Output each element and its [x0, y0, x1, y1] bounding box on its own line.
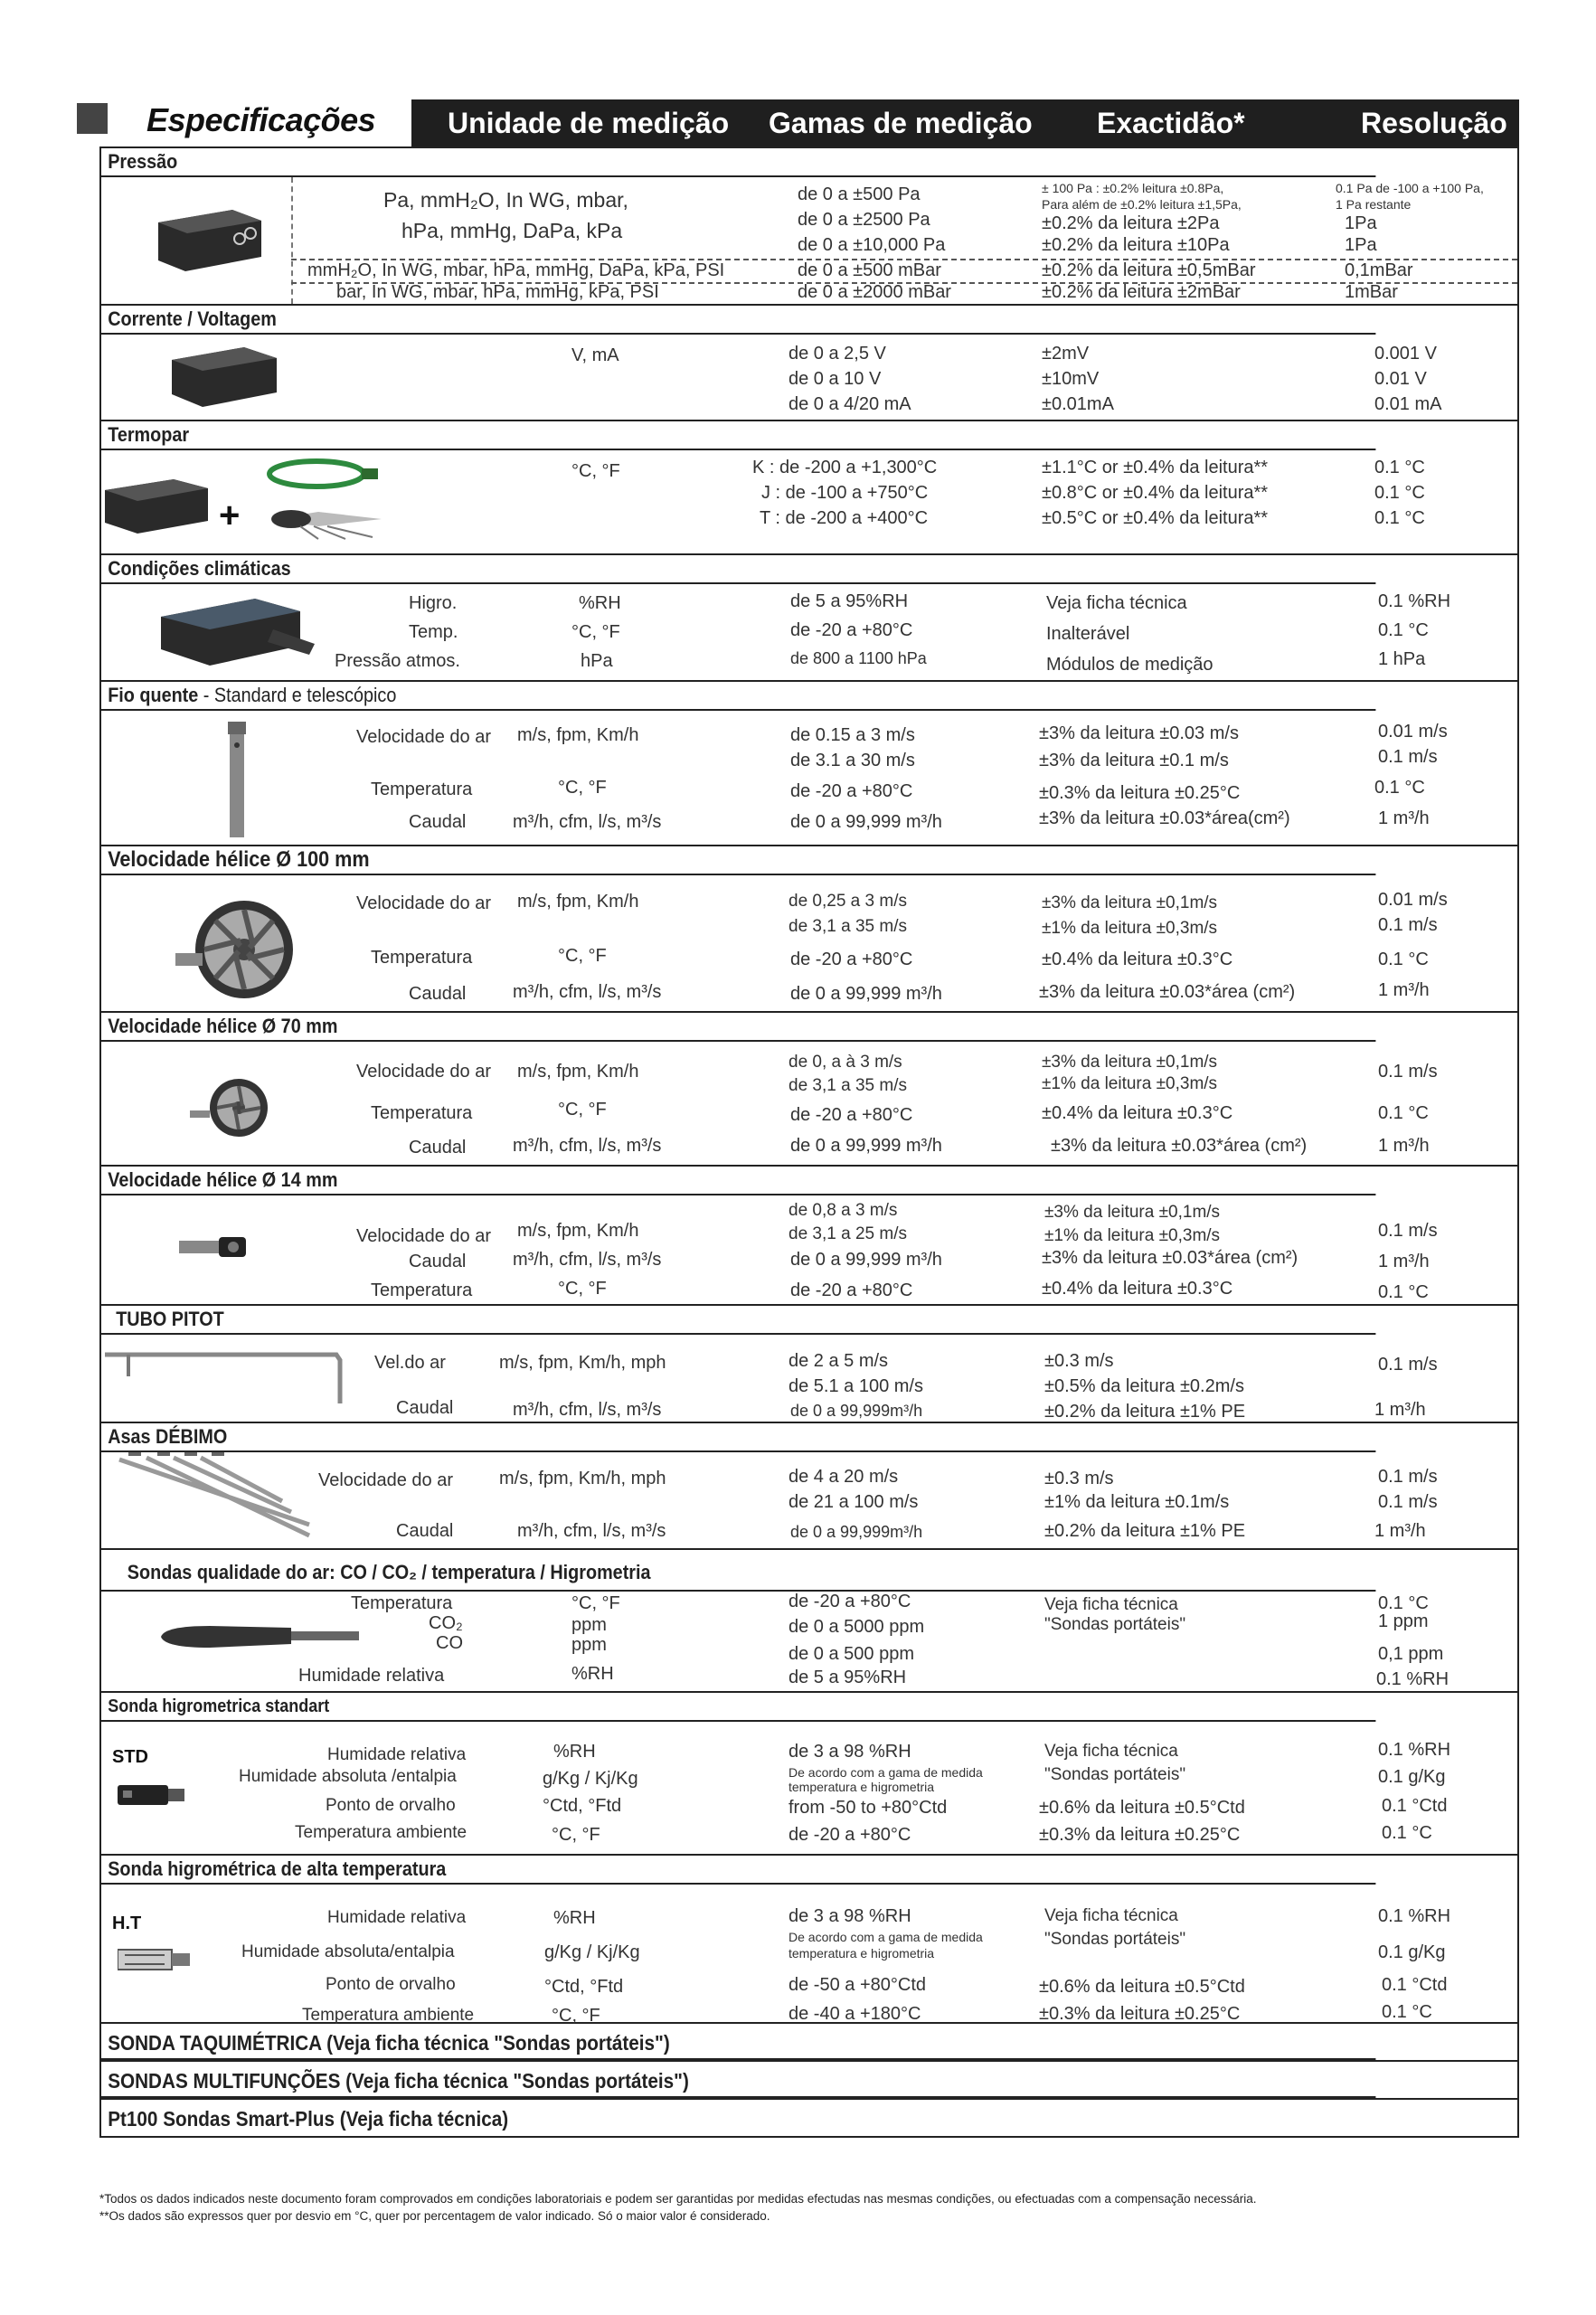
unit-1: %RH	[579, 593, 621, 613]
acc-3: ±0.6% da leitura ±0.5°Ctd	[1039, 1798, 1245, 1818]
acc-4: ±0.2% da leitura ±2mBar	[1042, 282, 1241, 302]
res-1: 0.1 °C	[1378, 1593, 1429, 1613]
unit-2: m³/h, cfm, l/s, m³/s	[513, 1400, 662, 1420]
res-2: 1Pa	[1345, 235, 1377, 255]
res-1: 0.1 m/s	[1378, 1221, 1438, 1241]
res-4: 1mBar	[1345, 282, 1398, 302]
units-line-1: Pa, mmH₂O, In WG, mbar,	[383, 188, 628, 212]
acc-2: "Sondas portáteis"	[1044, 1765, 1186, 1784]
range-3: de 0 a 99,999 m³/h	[790, 1250, 942, 1270]
range-3: temperatura e higrometria	[789, 1780, 935, 1794]
title-sub: - Standard e telescópico	[198, 684, 397, 706]
section-title: Corrente / Voltagem	[101, 306, 1375, 335]
section-title: Velocidade hélice Ø 70 mm	[101, 1013, 1375, 1042]
res-3: 0,1 ppm	[1378, 1644, 1444, 1664]
range-2: de -20 a +80°C	[790, 620, 913, 640]
range-5: de -40 a +180°C	[789, 2004, 921, 2024]
section-pressao	[99, 146, 1519, 304]
vane-70-image	[190, 1076, 271, 1139]
range-5: de -20 a +80°C	[789, 1825, 911, 1845]
section-clima	[99, 553, 1519, 680]
title-main: Fio quente	[108, 684, 199, 706]
unit-1: m/s, fpm, Km/h, mph	[499, 1469, 666, 1488]
section-title: TUBO PITOT	[101, 1306, 1375, 1335]
ht-probe-image	[118, 1944, 194, 1975]
hotwire-probe-image	[219, 718, 255, 841]
unit-3: hPa	[581, 651, 613, 671]
range-3: de 0 a ±10,000 Pa	[798, 235, 946, 255]
units-line-4: bar, In WG, mbar, hPa, mmHg, kPa, PSI	[336, 282, 659, 302]
bottom-line-2: SONDAS MULTIFUNÇÕES (Veja ficha técnica "Sondas portáteis")	[101, 2062, 1375, 2098]
acc-1: Veja ficha técnica	[1044, 1906, 1178, 1925]
range-1: de 2 a 5 m/s	[789, 1351, 889, 1371]
res-small-2: 1 Pa restante	[1336, 197, 1412, 212]
range-2: de 3.1 a 30 m/s	[790, 751, 915, 770]
unit-1: °C, °F	[571, 1593, 620, 1613]
section-pt100	[99, 2098, 1519, 2138]
unit-1: m/s, fpm, Km/h	[517, 892, 639, 912]
res-2: 1 m³/h	[1378, 1252, 1430, 1271]
range-5: de 0 a ±2000 mBar	[798, 282, 951, 302]
units: V, mA	[571, 345, 619, 365]
res-1: 0.01 m/s	[1378, 722, 1448, 742]
std-tag: STD	[112, 1747, 148, 1767]
unit-2: g/Kg / Kj/Kg	[544, 1942, 640, 1962]
acc-3: ±3% da leitura ±0.03*área (cm²)	[1042, 1248, 1299, 1268]
acc-3: Módulos de medição	[1046, 655, 1214, 675]
range-3: temperatura e higrometria	[789, 1946, 935, 1961]
bottom-line-1: SONDA TAQUIMÉTRICA (Veja ficha técnica "Sondas portáteis")	[101, 2024, 1375, 2060]
unit-3: °C, °F	[558, 1279, 607, 1299]
range-2: de 0 a ±2500 Pa	[798, 210, 930, 230]
range-1: de -20 a +80°C	[789, 1592, 911, 1611]
unit-1: m/s, fpm, Km/h	[517, 1221, 639, 1241]
acc-3: ±0.2% da leitura ±1% PE	[1044, 1402, 1246, 1422]
unit-2: ppm	[571, 1615, 607, 1635]
range-4: de -50 a +80°Ctd	[789, 1975, 926, 1995]
res-1: 0.1 m/s	[1378, 1355, 1438, 1375]
res-4: 0.1 °C	[1382, 2002, 1432, 2022]
res-4: 1 m³/h	[1378, 980, 1430, 1000]
acc-2: "Sondas portáteis"	[1044, 1930, 1186, 1949]
range-4: de 0 a 99,999 m³/h	[790, 812, 942, 832]
unit-3: m³/h, cfm, l/s, m³/s	[513, 982, 662, 1002]
range-3: de 0 a 99,999m³/h	[790, 1402, 923, 1420]
res-1: 0.001 V	[1374, 344, 1437, 364]
range-3: de 0 a 4/20 mA	[789, 394, 911, 414]
label-temp: Temp.	[409, 622, 458, 642]
range-1: de 4 a 20 m/s	[789, 1467, 899, 1487]
acc-2: ±3% da leitura ±0.1 m/s	[1039, 751, 1229, 770]
unit-2: °C, °F	[558, 778, 607, 798]
res-2: 0.1 m/s	[1378, 1492, 1438, 1512]
range-3: de -20 a +80°C	[790, 950, 913, 969]
unit-1: m/s, fpm, Km/h, mph	[499, 1353, 666, 1373]
acc-1: ±0.3 m/s	[1044, 1351, 1114, 1371]
range-2: de 3,1 a 25 m/s	[789, 1224, 907, 1243]
unit-3: ppm	[571, 1635, 607, 1655]
res-4: 0.1 °C	[1382, 1823, 1432, 1843]
acc-4: ±0.3% da leitura ±0.25°C	[1039, 1825, 1241, 1845]
section-helice-100	[99, 845, 1519, 1011]
res-3: 0.1 °C	[1374, 778, 1425, 798]
acc-4: ±3% da leitura ±0.03*área(cm²)	[1039, 808, 1290, 828]
section-title: Velocidade hélice Ø 100 mm	[101, 846, 1375, 875]
res-1: 0.1 °C	[1374, 458, 1425, 477]
acc-3: ±0.4% da leitura ±0.3°C	[1042, 950, 1233, 969]
acc-4: ±0.4% da leitura ±0.3°C	[1042, 1279, 1233, 1299]
section-title: Termopar	[101, 421, 1375, 450]
label-pressao: Pressão atmos.	[335, 651, 460, 671]
acc-3: ±0.6% da leitura ±0.5°Ctd	[1039, 1977, 1245, 1997]
acc-1: ±3% da leitura ±0,1m/s	[1044, 1203, 1221, 1222]
unit-2: m³/h, cfm, l/s, m³/s	[517, 1521, 666, 1541]
label-4: Temperatura ambiente	[295, 1823, 467, 1842]
acc-3: ±0.2% da leitura ±1% PE	[1044, 1521, 1246, 1541]
label-2: CO₂	[429, 1613, 463, 1633]
acc-2: ±1% da leitura ±0,3m/s	[1042, 1074, 1218, 1093]
range-4: de -20 a +80°C	[790, 1280, 913, 1300]
section-title: Pressão	[101, 148, 1375, 177]
range-2: de 21 a 100 m/s	[789, 1492, 919, 1512]
res-small-1: 0.1 Pa de -100 a +100 Pa,	[1336, 181, 1484, 195]
res-2: 0.1 g/Kg	[1378, 1942, 1446, 1962]
section-fio-quente	[99, 680, 1519, 845]
footnotes	[99, 2190, 1510, 2225]
res-3: 0,1mBar	[1345, 260, 1413, 280]
range-1: de 0 a 2,5 V	[789, 344, 886, 364]
acc-1: ±3% da leitura ±0,1m/s	[1042, 893, 1218, 912]
plus-sign: +	[219, 496, 241, 535]
res-3: 0.1 °C	[1378, 950, 1429, 969]
res-3: 1 m³/h	[1374, 1521, 1426, 1541]
range-4: de 0 a 99,999 m³/h	[790, 1136, 942, 1156]
range-2: de 0 a 10 V	[789, 369, 882, 389]
section-title: Velocidade hélice Ø 14 mm	[101, 1167, 1375, 1195]
res-1: 0.1 %RH	[1378, 591, 1451, 611]
section-title: Sonda higrometrica standart	[101, 1693, 1375, 1722]
res-3: 0.1 °C	[1378, 1282, 1429, 1302]
pitot-tube-image	[101, 1344, 345, 1407]
label-3: Caudal	[409, 812, 467, 832]
label-1: Velocidade do ar	[318, 1470, 454, 1490]
acc-1: Veja ficha técnica	[1044, 1742, 1178, 1761]
range-2: de 3,1 a 35 m/s	[789, 917, 907, 936]
res-1: 0.1 m/s	[1378, 1467, 1438, 1487]
range-2: De acordo com a gama de medida	[789, 1930, 983, 1944]
range-4: de 5 a 95%RH	[789, 1668, 907, 1687]
label-1: Velocidade do ar	[356, 727, 492, 747]
res-1: 0.1 %RH	[1378, 1740, 1451, 1760]
units-line-2: hPa, mmHg, DaPa, kPa	[401, 219, 623, 242]
label-2: Humidade absoluta/entalpia	[241, 1942, 455, 1961]
unit-1: %RH	[553, 1908, 596, 1928]
range-4: de 0 a ±500 mBar	[798, 260, 941, 280]
res-3: 0.01 mA	[1374, 394, 1442, 414]
acc-3: ±0.3% da leitura ±0.25°C	[1039, 783, 1241, 803]
section-helice-14	[99, 1165, 1519, 1304]
section-helice-70	[99, 1011, 1519, 1165]
acc-small-1: ± 100 Pa : ±0.2% leitura ±0.8Pa,	[1042, 181, 1224, 195]
acc-2: ±0.8°C or ±0.4% da leitura**	[1042, 483, 1269, 503]
res-1: 0.1 m/s	[1378, 1062, 1438, 1082]
section-std	[99, 1691, 1519, 1854]
section-sondas-ar	[99, 1548, 1519, 1691]
res-3: 1 m³/h	[1378, 1136, 1430, 1156]
header-square	[77, 103, 108, 134]
label-1: Humidade relativa	[327, 1745, 467, 1764]
unit-2: °C, °F	[571, 622, 620, 642]
section-title: Asas DÉBIMO	[101, 1423, 1375, 1452]
acc-1: ±1.1°C or ±0.4% da leitura**	[1042, 458, 1269, 477]
acc-2: ±0.2% da leitura ±10Pa	[1042, 235, 1230, 255]
label-2: Caudal	[409, 1252, 467, 1271]
res-4: 1 m³/h	[1378, 808, 1430, 828]
current-module-image	[166, 344, 284, 411]
label-2: Caudal	[396, 1521, 454, 1541]
climate-module-image	[156, 590, 318, 671]
range-2: de 0 a 5000 ppm	[789, 1617, 925, 1637]
range-4: from -50 to +80°Ctd	[789, 1798, 948, 1818]
range-3: de -20 a +80°C	[790, 1105, 913, 1125]
res-2: 0.1 °C	[1378, 620, 1429, 640]
unit-4: °C, °F	[552, 2006, 600, 2026]
res-3: 0.1 °C	[1374, 508, 1425, 528]
section-asas	[99, 1422, 1519, 1548]
vane-100-image	[175, 895, 302, 1004]
unit-2: °C, °F	[558, 946, 607, 966]
label-4: Temperatura ambiente	[302, 2006, 475, 2025]
acc-2: ±10mV	[1042, 369, 1100, 389]
acc-2: Inalterável	[1046, 624, 1130, 644]
range-1: de 0,25 a 3 m/s	[789, 892, 907, 911]
thermocouple-probe-image	[264, 456, 391, 546]
range-3: de 0 a 99,999m³/h	[790, 1523, 923, 1541]
label-1: Velocidade do ar	[356, 893, 492, 913]
unit-4: %RH	[571, 1664, 614, 1684]
section-ht	[99, 1854, 1519, 2026]
label-3: Caudal	[409, 1138, 467, 1158]
acc-3: ±0.4% da leitura ±0.3°C	[1042, 1103, 1233, 1123]
acc-3: ±0.2% da leitura ±0,5mBar	[1042, 260, 1256, 280]
acc-1: Veja ficha técnica	[1046, 593, 1187, 613]
col-accuracy: Exactidão*	[1097, 107, 1245, 139]
range-4: de 0 a 99,999 m³/h	[790, 984, 942, 1004]
res-4: 0.1 %RH	[1376, 1669, 1450, 1689]
label-3: Ponto de orvalho	[326, 1975, 456, 1994]
col-unit: Unidade de medição	[448, 107, 730, 139]
debimo-wings-image	[110, 1452, 318, 1543]
label-2: Humidade absoluta /entalpia	[239, 1767, 457, 1786]
res-2: 0.1 °C	[1378, 1103, 1429, 1123]
res-2: 0.1 m/s	[1378, 915, 1438, 935]
label-3: Temperatura	[371, 1280, 473, 1300]
acc-4: ±3% da leitura ±0.03*área (cm²)	[1051, 1136, 1308, 1156]
unit-3: m³/h, cfm, l/s, m³/s	[513, 1136, 662, 1156]
section-termopar	[99, 420, 1519, 553]
bottom-line-3: Pt100 Sondas Smart-Plus (Veja ficha técnica)	[108, 2107, 509, 2131]
std-probe-image	[118, 1781, 190, 1809]
res-2: 0.1 m/s	[1378, 747, 1438, 767]
units-line-3: mmH₂O, In WG, mbar, hPa, mmHg, DaPa, kPa, PSI	[307, 260, 725, 280]
res-2: 1 m³/h	[1374, 1400, 1426, 1420]
acc-4: ±3% da leitura ±0.03*área (cm²)	[1039, 982, 1296, 1002]
section-corrente	[99, 304, 1519, 420]
ht-tag: H.T	[112, 1913, 142, 1933]
acc-1: ±2mV	[1042, 344, 1090, 364]
acc-2: "Sondas portáteis"	[1044, 1615, 1186, 1634]
res-3: 0.1 °Ctd	[1382, 1975, 1448, 1995]
col-range: Gamas de medição	[769, 107, 1033, 139]
label-1: Velocidade do ar	[356, 1062, 492, 1082]
range-2: J : de -100 a +750°C	[761, 483, 929, 503]
range-3: de -20 a +80°C	[790, 781, 913, 801]
label-3: Ponto de orvalho	[326, 1796, 456, 1815]
acc-1: ±3% da leitura ±0.03 m/s	[1039, 723, 1239, 743]
col-resolution: Resolução	[1361, 107, 1507, 139]
res-1: 0.01 m/s	[1378, 890, 1448, 910]
footnote-2: **Os dados são expressos quer por desvio em °C, quer por percentagem de valor indicado. Só o maior valor é considerado.	[99, 2209, 770, 2223]
res-2: 0.1 g/Kg	[1378, 1767, 1446, 1787]
label-1: Humidade relativa	[327, 1908, 467, 1927]
label-3: Caudal	[409, 984, 467, 1004]
res-1: 0.1 %RH	[1378, 1906, 1451, 1926]
footnote-1: *Todos os dados indicados neste documento foram comprovados em condições laboratoriais e podem ser garantidas por medidas efectudas nas mesmas condições, ou efectuadas com a compensação necessária.	[99, 2192, 1257, 2206]
acc-2: ±0.5% da leitura ±0.2m/s	[1044, 1376, 1244, 1396]
res-3: 0.1 °Ctd	[1382, 1796, 1448, 1816]
acc-2: ±1% da leitura ±0.1m/s	[1044, 1492, 1230, 1512]
acc-1: ±3% da leitura ±0,1m/s	[1042, 1053, 1218, 1072]
range-2: de 5.1 a 100 m/s	[789, 1376, 923, 1396]
label-2: Temperatura	[371, 948, 473, 968]
label-2: Temperatura	[371, 780, 473, 799]
air-quality-probe-image	[156, 1619, 364, 1655]
res-1: 1Pa	[1345, 213, 1377, 233]
res-2: 0.01 V	[1374, 369, 1427, 389]
acc-small-2: Para além de ±0.2% leitura ±1,5Pa,	[1042, 197, 1242, 212]
range-1: de 0 a ±500 Pa	[798, 184, 921, 204]
pressure-module-image	[151, 206, 267, 275]
acc-2: ±1% da leitura ±0,3m/s	[1042, 919, 1218, 938]
section-title: Condições climáticas	[101, 555, 1375, 584]
range-3: de 800 a 1100 hPa	[790, 649, 927, 667]
label-3: CO	[436, 1633, 463, 1653]
unit-2: m³/h, cfm, l/s, m³/s	[513, 1250, 662, 1270]
unit-2: g/Kg / Kj/Kg	[543, 1769, 638, 1789]
res-2: 1 ppm	[1378, 1611, 1429, 1631]
range-1: K : de -200 a +1,300°C	[752, 458, 938, 477]
section-title: Sonda higrométrica de alta temperatura	[101, 1856, 1375, 1885]
unit-3: °Ctd, °Ftd	[544, 1977, 624, 1997]
page-title: Especificações	[146, 101, 376, 138]
range-1: de 0,8 a 3 m/s	[789, 1201, 898, 1220]
range-3: de 0 a 500 ppm	[789, 1644, 914, 1664]
section-title: Sondas qualidade do ar: CO / CO₂ / temperatura / Higrometria	[101, 1550, 1375, 1592]
unit-4: °C, °F	[552, 1825, 600, 1845]
range-2: de 3,1 a 35 m/s	[789, 1076, 907, 1095]
res-3: 1 hPa	[1378, 649, 1426, 669]
unit-1: m/s, fpm, Km/h	[517, 1062, 639, 1082]
acc-3: ±0.01mA	[1042, 394, 1114, 414]
acc-1: ±0.2% da leitura ±2Pa	[1042, 213, 1220, 233]
unit-1: %RH	[553, 1742, 596, 1762]
section-multifuncoes	[99, 2060, 1519, 2098]
unit-2: °C, °F	[558, 1100, 607, 1120]
unit-3: °Ctd, °Ftd	[543, 1796, 622, 1816]
unit-1: m/s, fpm, Km/h	[517, 725, 639, 745]
section-pitot	[99, 1304, 1519, 1422]
range-1: de 3 a 98 %RH	[789, 1742, 911, 1762]
section-title	[101, 682, 1375, 711]
vane-14-image	[179, 1233, 251, 1261]
units: °C, °F	[571, 461, 620, 481]
acc-1: ±0.3 m/s	[1044, 1469, 1114, 1488]
unit-3: m³/h, cfm, l/s, m³/s	[513, 812, 662, 832]
acc-3: ±0.5°C or ±0.4% da leitura**	[1042, 508, 1269, 528]
column-header-bar	[411, 99, 1519, 146]
acc-1: Veja ficha técnica	[1044, 1595, 1178, 1614]
section-taquimetrica	[99, 2022, 1519, 2060]
thermocouple-module-image	[101, 477, 212, 537]
acc-4: ±0.3% da leitura ±0.25°C	[1039, 2004, 1241, 2024]
label-1: Velocidade do ar	[356, 1226, 492, 1246]
range-1: de 0, a à 3 m/s	[789, 1053, 902, 1072]
label-1: Temperatura	[351, 1593, 453, 1613]
spec-header	[99, 98, 1510, 146]
label-2: Temperatura	[371, 1103, 473, 1123]
range-1: de 5 a 95%RH	[790, 591, 909, 611]
label-2: Caudal	[396, 1398, 454, 1418]
label-1: Vel.do ar	[374, 1353, 446, 1373]
range-2: De acordo com a gama de medida	[789, 1765, 983, 1780]
range-3: T : de -200 a +400°C	[760, 508, 929, 528]
range-1: de 0.15 a 3 m/s	[790, 725, 915, 745]
acc-2: ±1% da leitura ±0,3m/s	[1044, 1226, 1221, 1245]
res-2: 0.1 °C	[1374, 483, 1425, 503]
label-higro: Higro.	[409, 593, 458, 613]
label-4: Humidade relativa	[298, 1666, 445, 1686]
range-1: de 3 a 98 %RH	[789, 1906, 911, 1926]
